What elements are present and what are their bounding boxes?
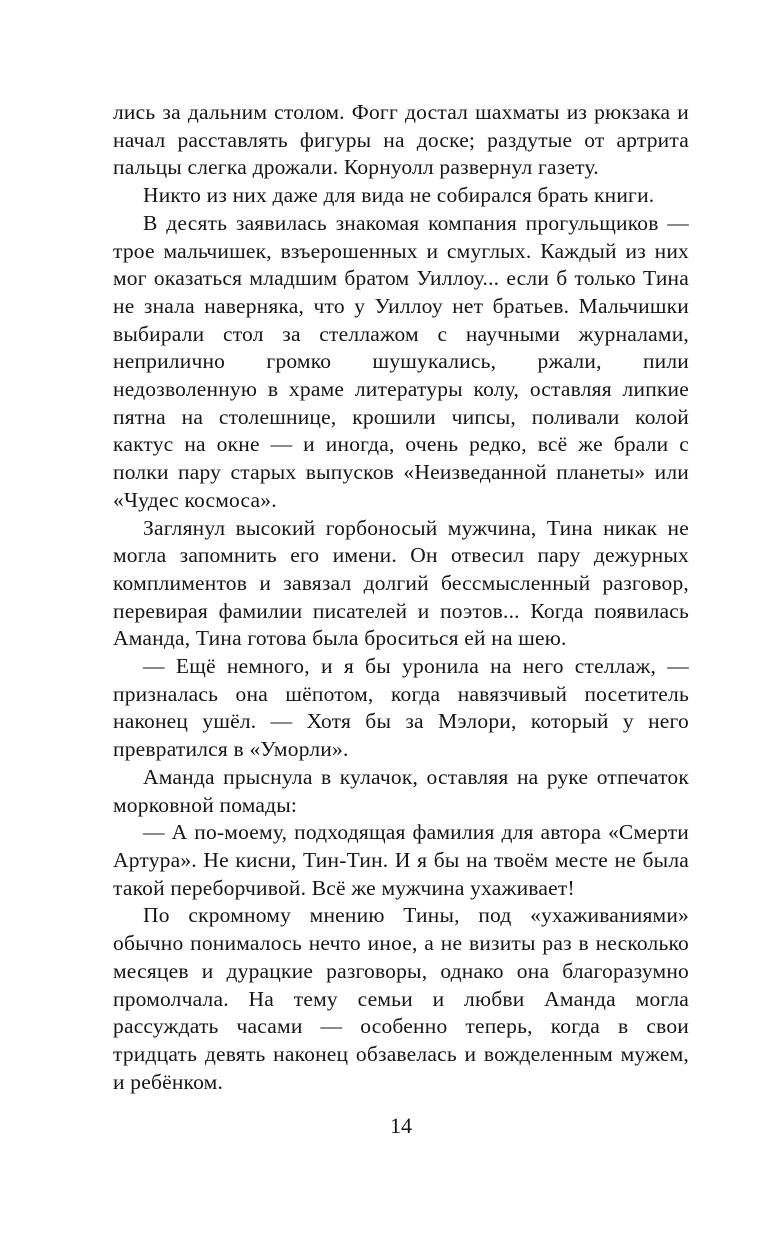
paragraph: Никто из них даже для вида не собирался брать книги.	[143, 183, 655, 208]
paragraph: В десять заявилась знакомая компания прогульщиков — трое мальчишек, взъерошенных и смуглых. Каждый из них мог оказаться младшим братом Уиллоу... если б только Тина не знала наверняка, что у Уиллоу нет братьев. Мальчишки выбирали стол за стеллажом с научными журналами, неприлично громко шушукались, ржали, пили недозволенную в храме литературы колу, оставляя липкие пятна на столешнице, крошили чипсы, поливали колой кактус на окне — и иногда, очень редко, всё же брали с полки пару старых выпусков «Неизведанной планеты» или «Чудес космоса».	[113, 210, 689, 512]
page-text	[113, 99, 689, 1096]
page-number: 14	[390, 1113, 412, 1138]
paragraph-dialogue: — А по-моему, подходящая фамилия для автора «Смерти Артура». Не кисни, Тин-Тин. И я бы на твоём месте не была такой переборчивой. Всё же мужчина ухаживает!	[113, 820, 689, 900]
paragraph: Заглянул высокий горбоносый мужчина, Тина никак не могла запомнить его имени. Он отвесил пару дежурных комплиментов и завязал долгий бессмысленный разговор, перевирая фамилии писателей и поэтов... Когда появилась Аманда, Тина готова была броситься ей на шею.	[113, 515, 689, 651]
paragraph-continuation: лись за дальним столом. Фогг достал шахматы из рюкзака и начал расставлять фигуры на доске; раздутые от артрита пальцы слегка дрожали. Корнуолл развернул газету.	[113, 100, 689, 180]
paragraph-dialogue: — Ещё немного, и я бы уронила на него стеллаж, — призналась она шёпотом, когда навязчивый посетитель наконец ушёл. — Хотя бы за Мэлори, который у него превратился в «Уморли».	[113, 654, 689, 762]
paragraph: По скромному мнению Тины, под «ухаживаниями» обычно понималось нечто иное, а не визиты раз в несколько месяцев и дурацкие разговоры, однако она благоразумно промолчала. На тему семьи и любви Аманда могла рассуждать часами — особенно теперь, когда в свои тридцать девять наконец обзавелась и вожделенным мужем, и ребёнком.	[113, 903, 689, 1094]
paragraph: Аманда прыснула в кулачок, оставляя на руке отпечаток морковной помады:	[113, 764, 689, 817]
